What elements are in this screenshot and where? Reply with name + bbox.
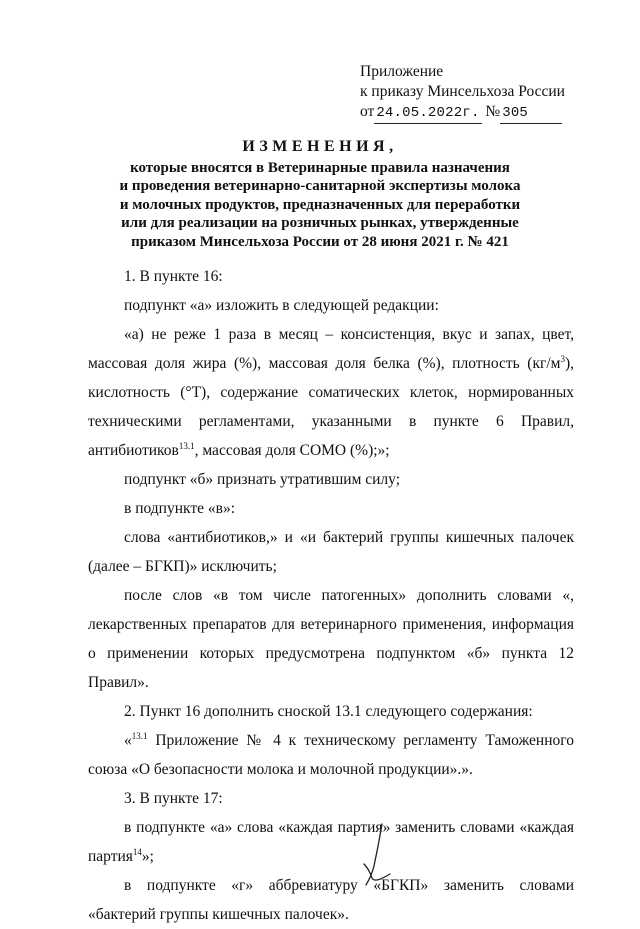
paragraph-subitem-a: «а) не реже 1 раза в месяц – консистенция, вкус и запах, цвет, массовая доля жира (%), массовая доля белка (%), плотность $(кг/м^3)$, кислотность (°Т), содержание соматических клеток, нормированных техническими регламентами, указанными в пункте 6 Правил, антибиотиков$^{13.1}$, массовая доля СОМО (%);»; <box>88 326 574 459</box>
superscript: 3 <box>560 353 565 364</box>
document-body <box>88 262 574 929</box>
appendix-order-ref: к приказу Минсельхоза России <box>360 83 565 100</box>
heading-line: приказом Минсельхоза России от 28 июня 2021 г. № 421 <box>131 233 509 250</box>
order-prefix: от <box>360 103 375 120</box>
signature-mark <box>360 822 394 888</box>
item-3-header: 3. В пункте 17: <box>124 790 223 807</box>
paragraph: подпункт «а» изложить в следующей редакции: <box>124 297 439 314</box>
appendix-block <box>360 62 565 124</box>
footnote-ref: 13.1 <box>131 730 148 741</box>
paragraph: после слов «в том числе патогенных» дополнить словами «, лекарственных препаратов для ветеринарного применения, информация о применении которых предусмотрена подпунктом «б» пункта 12 Правил». <box>88 587 574 691</box>
order-number: 305 <box>502 105 529 121</box>
item-2-header: 2. Пункт 16 дополнить сноской 13.1 следующего содержания: <box>124 703 533 720</box>
paragraph: слова «антибиотиков,» и «и бактерий группы кишечных палочек (далее – БГКП)» исключить; <box>88 529 574 575</box>
paragraph: в подпункте «а» слова «каждая партия» заменить словами «каждая партия$^{14}$»; <box>88 819 574 865</box>
heading-line: или для реализации на розничных рынках, утвержденные <box>121 215 519 231</box>
footnote-ref: 14 <box>132 846 142 857</box>
appendix-title: Приложение <box>360 63 444 80</box>
order-number-sign: № <box>485 103 501 120</box>
item-1-header: 1. В пункте 16: <box>124 268 223 285</box>
heading-line: и молочных продуктов, предназначенных для переработки <box>119 196 521 213</box>
heading-title: ИЗМЕНЕНИЯ, <box>242 138 398 155</box>
paragraph: в подпункте «в»: <box>124 500 235 517</box>
footnote-ref: 13.1 <box>178 440 195 451</box>
heading-line: и проведения ветеринарно-санитарной экспертизы молока <box>119 178 521 194</box>
heading-line: которые вносятся в Ветеринарные правила назначения <box>130 159 510 176</box>
paragraph: в подпункте «г» аббревиатуру «БГКП» заменить словами «бактерий группы кишечных палочек». <box>88 877 574 923</box>
paragraph: подпункт «б» признать утратившим силу; <box>124 471 401 488</box>
paragraph-footnote-text: «$^{13.1}$ Приложение № 4 к техническому регламенту Таможенного союза «О безопасности молока и молочной продукции».». <box>88 730 574 778</box>
order-date-number <box>360 102 565 124</box>
document-heading <box>0 138 640 251</box>
order-date: 24.05.2022г. <box>376 105 480 121</box>
